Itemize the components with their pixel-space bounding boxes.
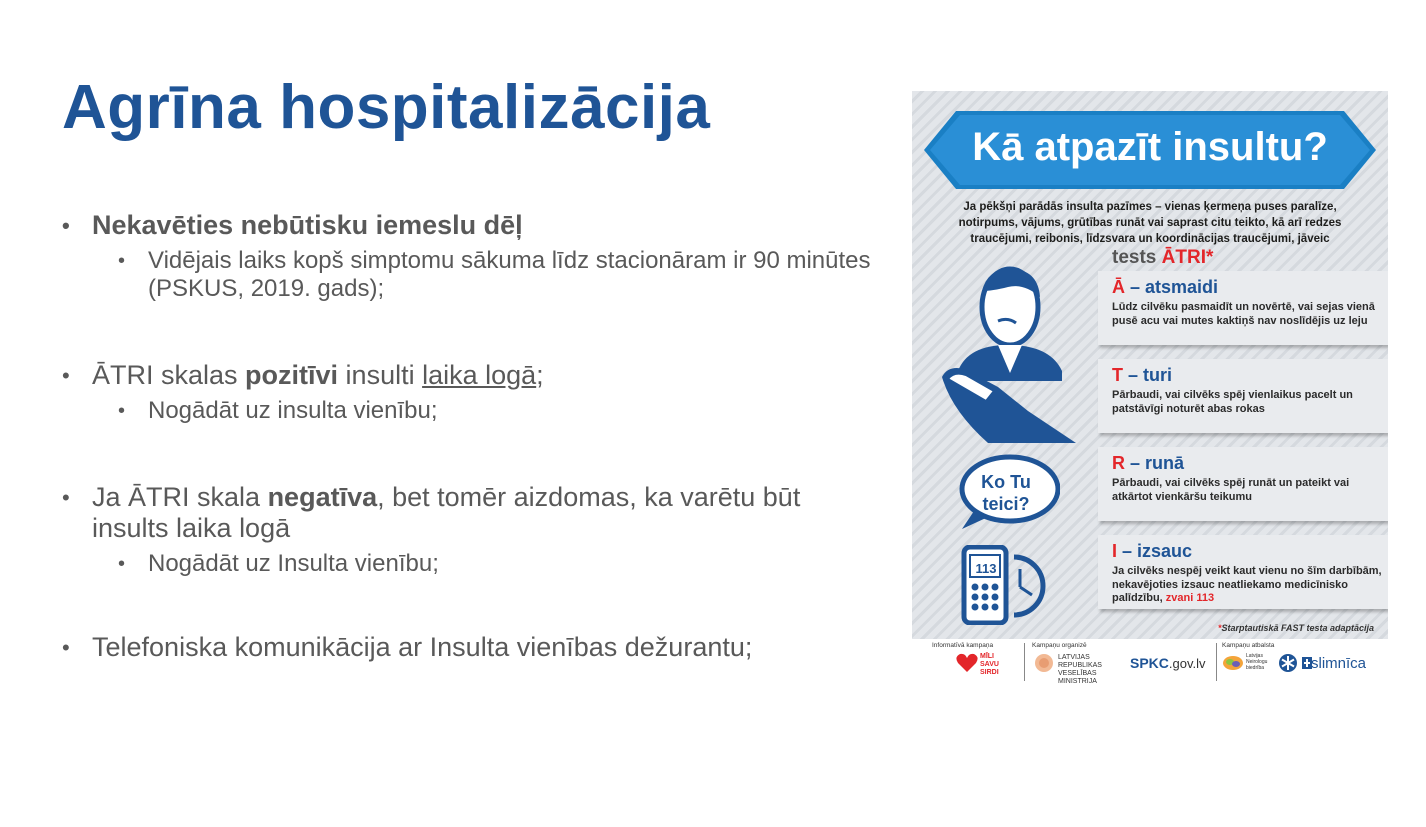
sub-bullet-3 — [62, 550, 882, 578]
stroke-poster — [912, 91, 1388, 685]
test-row-i-head — [1112, 541, 1192, 562]
bullet-4 — [62, 632, 882, 663]
sub-bullet-2-text: Nogādāt uz insulta vienību; — [148, 397, 438, 424]
tests-label — [1112, 247, 1213, 269]
test-row-t-word: – turi — [1123, 365, 1173, 385]
test-row-i-desc-text: Ja cilvēks nespēj veikt kaut vienu no šīm darbībām, nekavējoties izsauc neatliekamo medicīnisko palīdzību, — [1112, 565, 1382, 604]
test-row-r-word: – runā — [1125, 453, 1185, 473]
test-row-r — [1098, 447, 1388, 521]
test-row-i-letter: I — [1112, 541, 1118, 561]
test-row-i-word: – izsauc — [1117, 541, 1193, 561]
test-row-r-desc: Pārbaudi, vai cilvēks spēj runāt un pateikt vai atkārtot vienkāršu teikumu — [1112, 477, 1350, 503]
ministry-emblem-icon — [1034, 653, 1054, 673]
poster-title: Kā atpazīt insultu? — [972, 125, 1328, 169]
test-row-a-letter: Ā — [1112, 277, 1125, 297]
neurologists-logo-text: Latvijas Neirologu biedrība — [1246, 653, 1268, 671]
sub-bullet-1-text: Vidējais laiks kopš simptomu sākuma līdz stacionāram ir 90 minūtes (PSKUS, 2019. gads); — [148, 247, 871, 302]
slimnica-logo: slimnīca — [1311, 655, 1367, 672]
ministry-logo-text: LATVIJAS REPUBLIKAS VESELĪBAS MINISTRIJA — [1058, 654, 1102, 685]
footer-label-info: Informatīvā kampaņa — [932, 642, 994, 649]
heart-logo-icon — [956, 653, 978, 673]
test-row-i — [1098, 535, 1388, 609]
bullet-1 — [62, 210, 882, 241]
bullet-1-text: Nekavēties nebūtisku iemeslu dēļ — [92, 210, 523, 240]
bullet-2-text-c: ; — [536, 360, 544, 390]
test-row-a — [1098, 271, 1388, 345]
spkc-text: SPKC — [1130, 655, 1169, 671]
tests-name: ĀTRI* — [1161, 247, 1214, 268]
poster-intro: Ja pēkšņi parādās insulta pazīmes – vienas ķermeņa puses paralīze, notirpums, vājums, grūtības runāt vai saprast citu teikto, kā arī redzes traucējumi, reibonis, līdzsvara un koordinācijas traucējumi, jāveic — [958, 201, 1342, 245]
bullet-3-text-b: , bet tomēr aizdomas, ka varētu būt insults laika logā — [92, 482, 801, 543]
spkc-gov-text: .gov.lv — [1168, 656, 1206, 671]
bullet-group-1 — [62, 210, 882, 303]
bullet-3-emphasis: negatīva — [267, 482, 378, 512]
test-row-t — [1098, 359, 1388, 433]
speech-bubble-text: Ko Tu teici? — [981, 472, 1031, 514]
bullet-2 — [62, 360, 882, 391]
footnote-star: * — [1217, 623, 1222, 633]
footnote-text: Starptautiskā FAST testa adaptācija — [1221, 623, 1374, 633]
person-icon — [938, 261, 1088, 443]
footer-separator-1 — [1024, 643, 1025, 681]
test-row-i-emphasis: zvani 113 — [1165, 592, 1215, 604]
test-row-r-head — [1112, 453, 1184, 474]
slide-title: Agrīna hospitalizācija — [62, 73, 711, 142]
bullet-3 — [62, 482, 882, 544]
test-row-a-word: – atsmaidi — [1125, 277, 1219, 297]
test-row-t-head — [1112, 365, 1172, 386]
bullet-3-text-a: Ja ĀTRI skala — [92, 482, 268, 512]
footer-label-org: Kampaņu organizē — [1032, 642, 1087, 649]
bullet-group-2 — [62, 360, 882, 425]
test-row-a-desc: Lūdz cilvēku pasmaidīt un novērtē, vai sejas vienā pusē acu vai mutes kaktiņš nav noslīdējis uz leju — [1112, 301, 1375, 327]
sub-bullet-3-text: Nogādāt uz Insulta vienību; — [148, 550, 439, 577]
bullet-group-4 — [62, 632, 882, 663]
sub-bullet-2 — [62, 397, 882, 425]
test-row-r-letter: R — [1112, 453, 1125, 473]
footer-label-support: Kampaņu atbalsta — [1222, 642, 1275, 649]
phone-clock-icon — [960, 545, 1060, 625]
ambulance-star-icon — [1278, 653, 1298, 673]
phone-number: 113 — [975, 561, 997, 576]
footer-separator-2 — [1216, 643, 1217, 681]
tests-prefix: tests — [1112, 247, 1162, 268]
bullet-2-text-b: insulti — [338, 360, 423, 390]
neurologists-logo-icon — [1222, 655, 1244, 671]
sub-bullet-1 — [62, 247, 882, 303]
bullet-2-underlined: laika logā — [422, 360, 537, 390]
bullet-2-text-a: ĀTRI skalas — [92, 360, 246, 390]
poster-footer — [912, 639, 1388, 685]
test-row-t-letter: T — [1112, 365, 1123, 385]
bullet-4-text: Telefoniska komunikācija ar Insulta vienības dežurantu; — [92, 632, 753, 662]
test-row-i-desc — [1112, 565, 1382, 606]
test-row-t-desc: Pārbaudi, vai cilvēks spēj vienlaikus pacelt un patstāvīgi noturēt abas rokas — [1112, 389, 1353, 415]
test-row-a-head — [1112, 277, 1218, 298]
bullet-group-3 — [62, 482, 882, 578]
bullet-2-emphasis: pozitīvi — [245, 360, 339, 390]
spkc-logo — [1130, 655, 1206, 671]
poster-footnote — [1218, 623, 1374, 633]
mili-savu-sirdi-logo: MĪLI SAVU SIRDI — [980, 653, 999, 676]
